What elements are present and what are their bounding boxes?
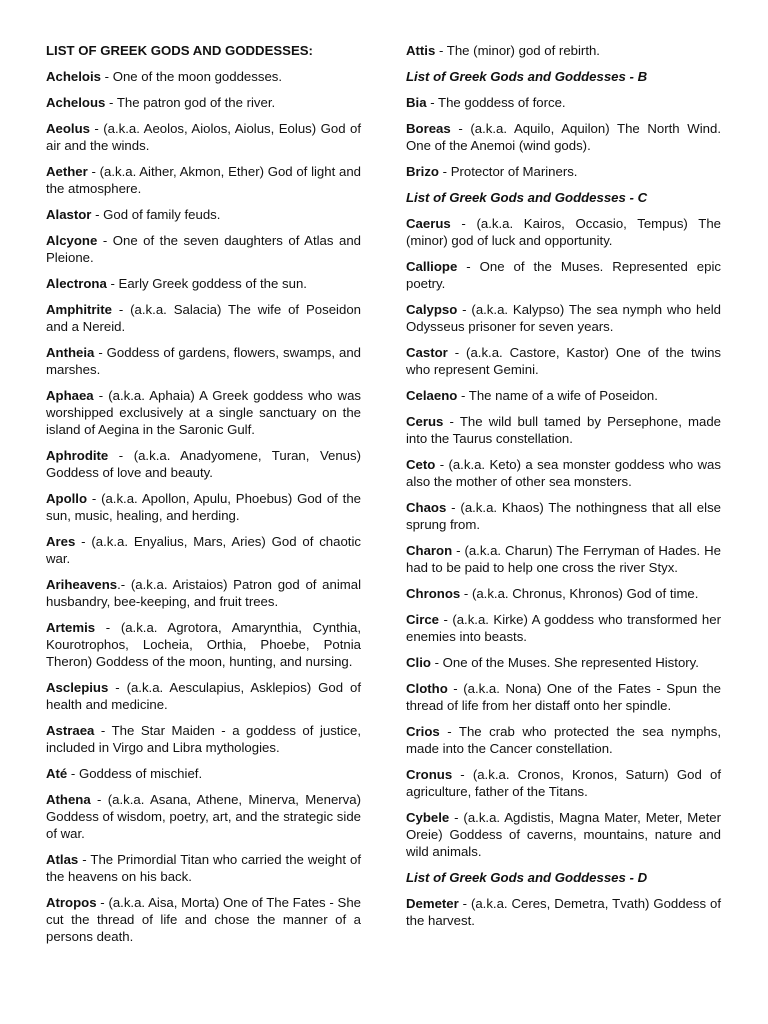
deity-description: - (a.k.a. Cronos, Kronos, Saturn) God of agriculture, father of the Titans. [406, 767, 721, 799]
deity-entry [46, 94, 361, 111]
deity-entry [406, 680, 721, 714]
deity-name: Boreas [406, 121, 451, 136]
deity-description: - (a.k.a. Agrotora, Amarynthia, Cynthia, Kourotrophos, Locheia, Orthia, Phoebe, Potnia Theron) Goddess of the moon, hunting, and nursing. [46, 620, 361, 669]
deity-description: - One of the Muses. Represented epic poetry. [406, 259, 721, 291]
deity-name: Calypso [406, 302, 458, 317]
deity-entry [46, 387, 361, 438]
deity-entry [406, 585, 721, 602]
deity-name: Atlas [46, 852, 79, 867]
deity-name: Charon [406, 543, 453, 558]
deity-name: Bia [406, 95, 427, 110]
deity-entry [406, 94, 721, 111]
deity-description: - (a.k.a. Khaos) The nothingness that all else sprung from. [406, 500, 721, 532]
section-heading: List of Greek Gods and Goddesses - C [406, 190, 648, 205]
deity-name: Aeolus [46, 121, 90, 136]
deity-description: - The (minor) god of rebirth. [435, 43, 600, 58]
deity-entry [406, 499, 721, 533]
deity-entry [46, 722, 361, 756]
deity-name: Clotho [406, 681, 448, 696]
deity-entry [406, 42, 721, 59]
deity-name: Alcyone [46, 233, 98, 248]
deity-name: Clio [406, 655, 431, 670]
deity-entry [46, 120, 361, 154]
deity-name: Atropos [46, 895, 97, 910]
deity-description: - One of the moon goddesses. [100, 69, 283, 84]
deity-entry [406, 344, 721, 378]
deity-description: - (a.k.a. Anadyomene, Turan, Venus) Goddess of love and beauty. [46, 448, 361, 480]
deity-description: - (a.k.a. Enyalius, Mars, Aries) God of chaotic war. [46, 534, 361, 566]
deity-description: - The crab who protected the sea nymphs, made into the Cancer constellation. [406, 724, 721, 756]
deity-entry [406, 215, 721, 249]
deity-name: Athena [46, 792, 91, 807]
deity-description: - Protector of Mariners. [438, 164, 578, 179]
deity-description: - (a.k.a. Kairos, Occasio, Tempus) The (minor) god of luck and opportunity. [406, 216, 721, 248]
deity-name: Ariheavens [46, 577, 118, 592]
deity-entry [406, 723, 721, 757]
document-title: LIST OF GREEK GODS AND GODDESSES: [46, 43, 313, 58]
deity-entry [406, 654, 721, 671]
deity-entry [46, 232, 361, 266]
deity-entry [406, 456, 721, 490]
deity-entry [406, 163, 721, 180]
deity-name: Cybele [406, 810, 450, 825]
deity-description: - (a.k.a. Ceres, Demetra, Tvath) Goddess of the harvest. [406, 896, 721, 928]
deity-entry [46, 619, 361, 670]
deity-entry [46, 275, 361, 292]
deity-name: Cerus [406, 414, 444, 429]
deity-name: Ceto [406, 457, 436, 472]
deity-description: - One of the Muses. She represented History. [430, 655, 699, 670]
right-entry-list [406, 42, 721, 929]
right-column [406, 42, 721, 938]
deity-name: Crios [406, 724, 440, 739]
deity-entry [406, 766, 721, 800]
deity-description: - (a.k.a. Aquilo, Aquilon) The North Wind. One of the Anemoi (wind gods). [406, 121, 721, 153]
deity-entry [46, 791, 361, 842]
deity-name: Astraea [46, 723, 95, 738]
deity-description: - (a.k.a. Charun) The Ferryman of Hades. He had to be paid to help one cross the river Styx. [406, 543, 721, 575]
deity-description: - (a.k.a. Asana, Athene, Minerva, Menerva) Goddess of wisdom, poetry, art, and the strategic side of war. [46, 792, 361, 841]
deity-description: - (a.k.a. Aither, Akmon, Ether) God of light and the atmosphere. [46, 164, 361, 196]
deity-name: Attis [406, 43, 436, 58]
deity-name: Artemis [46, 620, 96, 635]
deity-name: Cronus [406, 767, 453, 782]
deity-description: - (a.k.a. Keto) a sea monster goddess who was also the mother of other sea monsters. [406, 457, 721, 489]
left-column [46, 42, 361, 954]
deity-name: Demeter [406, 896, 459, 911]
deity-name: Até [46, 766, 68, 781]
deity-entry [406, 542, 721, 576]
deity-description: - One of the seven daughters of Atlas and Pleione. [46, 233, 361, 265]
left-entry-list [46, 68, 361, 945]
deity-name: Aether [46, 164, 88, 179]
deity-entry [46, 894, 361, 945]
deity-name: Amphitrite [46, 302, 112, 317]
deity-entry [46, 765, 361, 782]
deity-description: - The Star Maiden - a goddess of justice, included in Virgo and Libra mythologies. [46, 723, 361, 755]
deity-description: - (a.k.a. Aisa, Morta) One of The Fates - She cut the thread of life and chose the manner of a persons death. [46, 895, 361, 944]
deity-entry [46, 533, 361, 567]
deity-entry [46, 679, 361, 713]
deity-description: - The wild bull tamed by Persephone, made into the Taurus constellation. [406, 414, 721, 446]
deity-name: Alastor [46, 207, 92, 222]
deity-description: - (a.k.a. Aeolos, Aiolos, Aiolus, Eolus) God of air and the winds. [46, 121, 361, 153]
deity-description: - The goddess of force. [426, 95, 566, 110]
deity-description: - (a.k.a. Aesculapius, Asklepios) God of health and medicine. [46, 680, 361, 712]
deity-name: Calliope [406, 259, 458, 274]
deity-description: - The name of a wife of Poseidon. [457, 388, 658, 403]
deity-description: .- (a.k.a. Aristaios) Patron god of animal husbandry, bee-keeping, and fruit trees. [46, 577, 361, 609]
deity-name: Castor [406, 345, 448, 360]
deity-description: - Goddess of mischief. [67, 766, 203, 781]
deity-description: - (a.k.a. Salacia) The wife of Poseidon and a Nereid. [46, 302, 361, 334]
section-heading: List of Greek Gods and Goddesses - B [406, 69, 648, 84]
deity-entry [46, 344, 361, 378]
deity-name: Asclepius [46, 680, 109, 695]
deity-name: Aphrodite [46, 448, 109, 463]
deity-entry [46, 68, 361, 85]
deity-description: - The patron god of the river. [105, 95, 276, 110]
deity-name: Ares [46, 534, 76, 549]
deity-entry [406, 301, 721, 335]
deity-description: - (a.k.a. Aphaia) A Greek goddess who was worshipped exclusively at a single sanctuary on the island of Aegina in the Saronic Gulf. [46, 388, 361, 437]
deity-name: Chronos [406, 586, 461, 601]
deity-description: - The Primordial Titan who carried the weight of the heavens on his back. [46, 852, 361, 884]
deity-description: - God of family feuds. [91, 207, 221, 222]
deity-entry [406, 809, 721, 860]
deity-description: - (a.k.a. Apollon, Apulu, Phoebus) God of the sun, music, healing, and herding. [46, 491, 361, 523]
deity-entry [46, 851, 361, 885]
deity-description: - (a.k.a. Nona) One of the Fates - Spun the thread of life from her distaff onto her spindle. [406, 681, 721, 713]
deity-entry [406, 895, 721, 929]
deity-description: - Goddess of gardens, flowers, swamps, and marshes. [46, 345, 361, 377]
deity-entry [46, 576, 361, 610]
deity-entry [406, 120, 721, 154]
deity-name: Apollo [46, 491, 88, 506]
deity-name: Circe [406, 612, 439, 627]
deity-description: - (a.k.a. Kalypso) The sea nymph who held Odysseus prisoner for seven years. [406, 302, 721, 334]
deity-description: - (a.k.a. Castore, Kastor) One of the twins who represent Gemini. [406, 345, 721, 377]
deity-entry [406, 611, 721, 645]
deity-entry [406, 413, 721, 447]
deity-description: - (a.k.a. Agdistis, Magna Mater, Meter, Meter Oreie) Goddess of caverns, mountains, nature and wild animals. [406, 810, 721, 859]
deity-name: Achelois [46, 69, 101, 84]
deity-description: - (a.k.a. Chronus, Khronos) God of time. [460, 586, 699, 601]
deity-name: Achelous [46, 95, 106, 110]
deity-name: Brizo [406, 164, 439, 179]
deity-name: Celaeno [406, 388, 458, 403]
deity-name: Caerus [406, 216, 451, 231]
deity-description: - (a.k.a. Kirke) A goddess who transformed her enemies into beasts. [406, 612, 721, 644]
deity-name: Antheia [46, 345, 95, 360]
deity-name: Aphaea [46, 388, 94, 403]
deity-entry [46, 163, 361, 197]
deity-description: - Early Greek goddess of the sun. [106, 276, 307, 291]
deity-entry [46, 447, 361, 481]
deity-entry [406, 258, 721, 292]
deity-entry [46, 301, 361, 335]
deity-name: Alectrona [46, 276, 107, 291]
deity-entry [46, 206, 361, 223]
deity-name: Chaos [406, 500, 447, 515]
deity-entry [406, 387, 721, 404]
deity-entry [46, 490, 361, 524]
section-heading: List of Greek Gods and Goddesses - D [406, 870, 648, 885]
